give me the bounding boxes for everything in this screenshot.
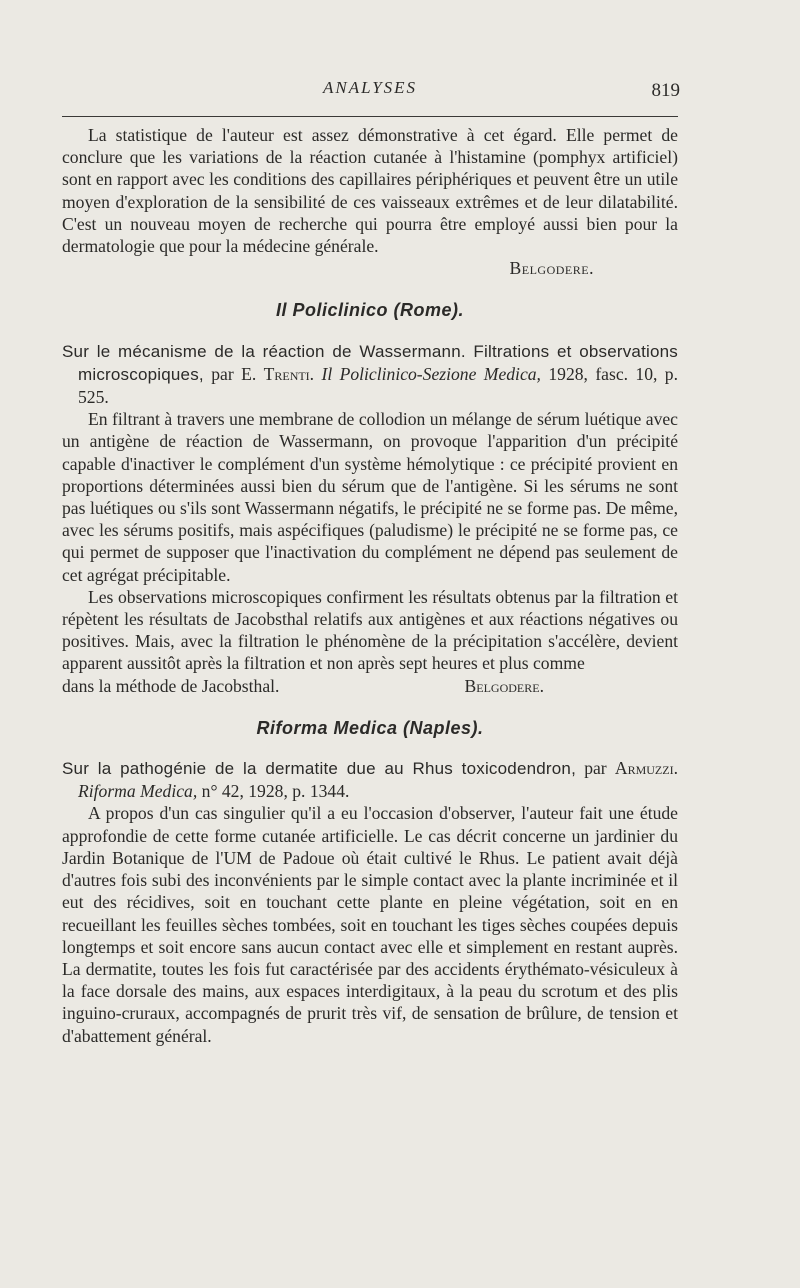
page-body (62, 124, 678, 1047)
article1-signature: Belgodere. (464, 675, 544, 696)
journal-heading-policlinico: Il Policlinico (Rome). (275, 300, 465, 321)
page-number: 819 (651, 80, 680, 101)
article1-source: Il Policlinico-Sezione Medica, (321, 363, 541, 384)
article1-title: Sur le mécanisme de la réaction de Wassermann. Filtrations et observations microscopiques, (62, 341, 678, 384)
running-title: ANALYSES (322, 78, 418, 97)
article1-closing-line (62, 675, 678, 697)
article1-heading (62, 340, 678, 409)
header-rule (62, 116, 678, 117)
article1-ref: 1928, fasc. 10, p. 525. (78, 363, 678, 408)
article2-ref: n° 42, 1928, p. 1344. (201, 781, 350, 802)
article1-paragraph-1: En filtrant à travers une membrane de collodion un mélange de sérum luétique avec un antigène de réaction de Wassermann, on provoque l'apparition d'un précipité capable d'inactiver le complément d'un système hémolytique : ce précipité provient en proportions déterminées aussi bien du sérum que de l'antigène. Si les sérums ne sont pas luétiques ou s'ils sont Wassermann négatifs, le précipité ne se forme pas. De même, avec les sérums positifs, mais aspécifiques (paludisme) le précipité ne se forme pas, ce qui permet de supposer que l'inactivation du complément ne dépend pas seulement de cet agrégat précipitable. (62, 409, 678, 585)
article2-paragraph: A propos d'un cas singulier qu'il a eu l'occasion d'observer, l'auteur fait une étude approfondie de cette forme cutanée artificielle. Le cas décrit concerne un jardinier du Jardin Botanique de l'UM de Padoue où était cultivé le Rhus. Le patient avait déjà d'autres fois subi des inconvénients par le simple contact avec la plante incriminée et il eut des récidives, soit en touchant cette plante en pleine végétation, soit en en recueillant les feuilles sèches tombées, soit en touchant les tiges sèches coupées depuis longtemps et soit encore sans aucun contact avec elle et simplement en restant auprès. La dermatite, toutes les fois fut caractérisée par des accidents érythémato-vésiculeux à la face dorsale des mains, aux espaces interdigitaux, à la peau du scrotum et des plis inguino-cruraux, accompagnés de prurit très vif, de sensation de brûlure, de tension et d'abattement général. (62, 803, 678, 1046)
review1-signature: Belgodere. (509, 258, 594, 279)
journal-heading-riforma: Riforma Medica (Naples). (256, 717, 484, 738)
article1-by: par E. (211, 363, 257, 384)
article2-title: Sur la pathogénie de la dermatite due au Rhus toxicodendron, (62, 759, 576, 779)
article1-author: Trenti. (263, 363, 315, 384)
running-header (60, 78, 680, 108)
article2-by: par (584, 758, 607, 779)
article2-heading (62, 757, 678, 802)
article2-source: Riforma Medica, (78, 781, 198, 802)
article2-author: Armuzzi. (614, 758, 678, 779)
article1-last-line: dans la méthode de Jacobsthal. (62, 675, 280, 696)
review1-paragraph: La statistique de l'auteur est assez démonstrative à cet égard. Elle permet de conclure que les variations de la réaction cutanée à l'histamine (pomphyx artificiel) sont en rapport avec les conditions des capillaires périphériques et peuvent être un utile moyen d'exploration de la sensibilité de ces vaisseaux extrêmes et de leur dilatabilité. C'est un nouveau moyen de recherche qui pourra être employé aussi bien pour la dermatologie que pour la médecine générale. (62, 125, 678, 257)
article1-paragraph-2: Les observations microscopiques confirment les résultats obtenus par la filtration et répètent les résultats de Jacobsthal relatifs aux antigènes et aux réactions négatives ou positives. Mais, avec la filtration le phénomène de la précipitation s'accélère, devient apparent aussitôt après la filtration et non après sept heures et plus comme (62, 586, 678, 674)
